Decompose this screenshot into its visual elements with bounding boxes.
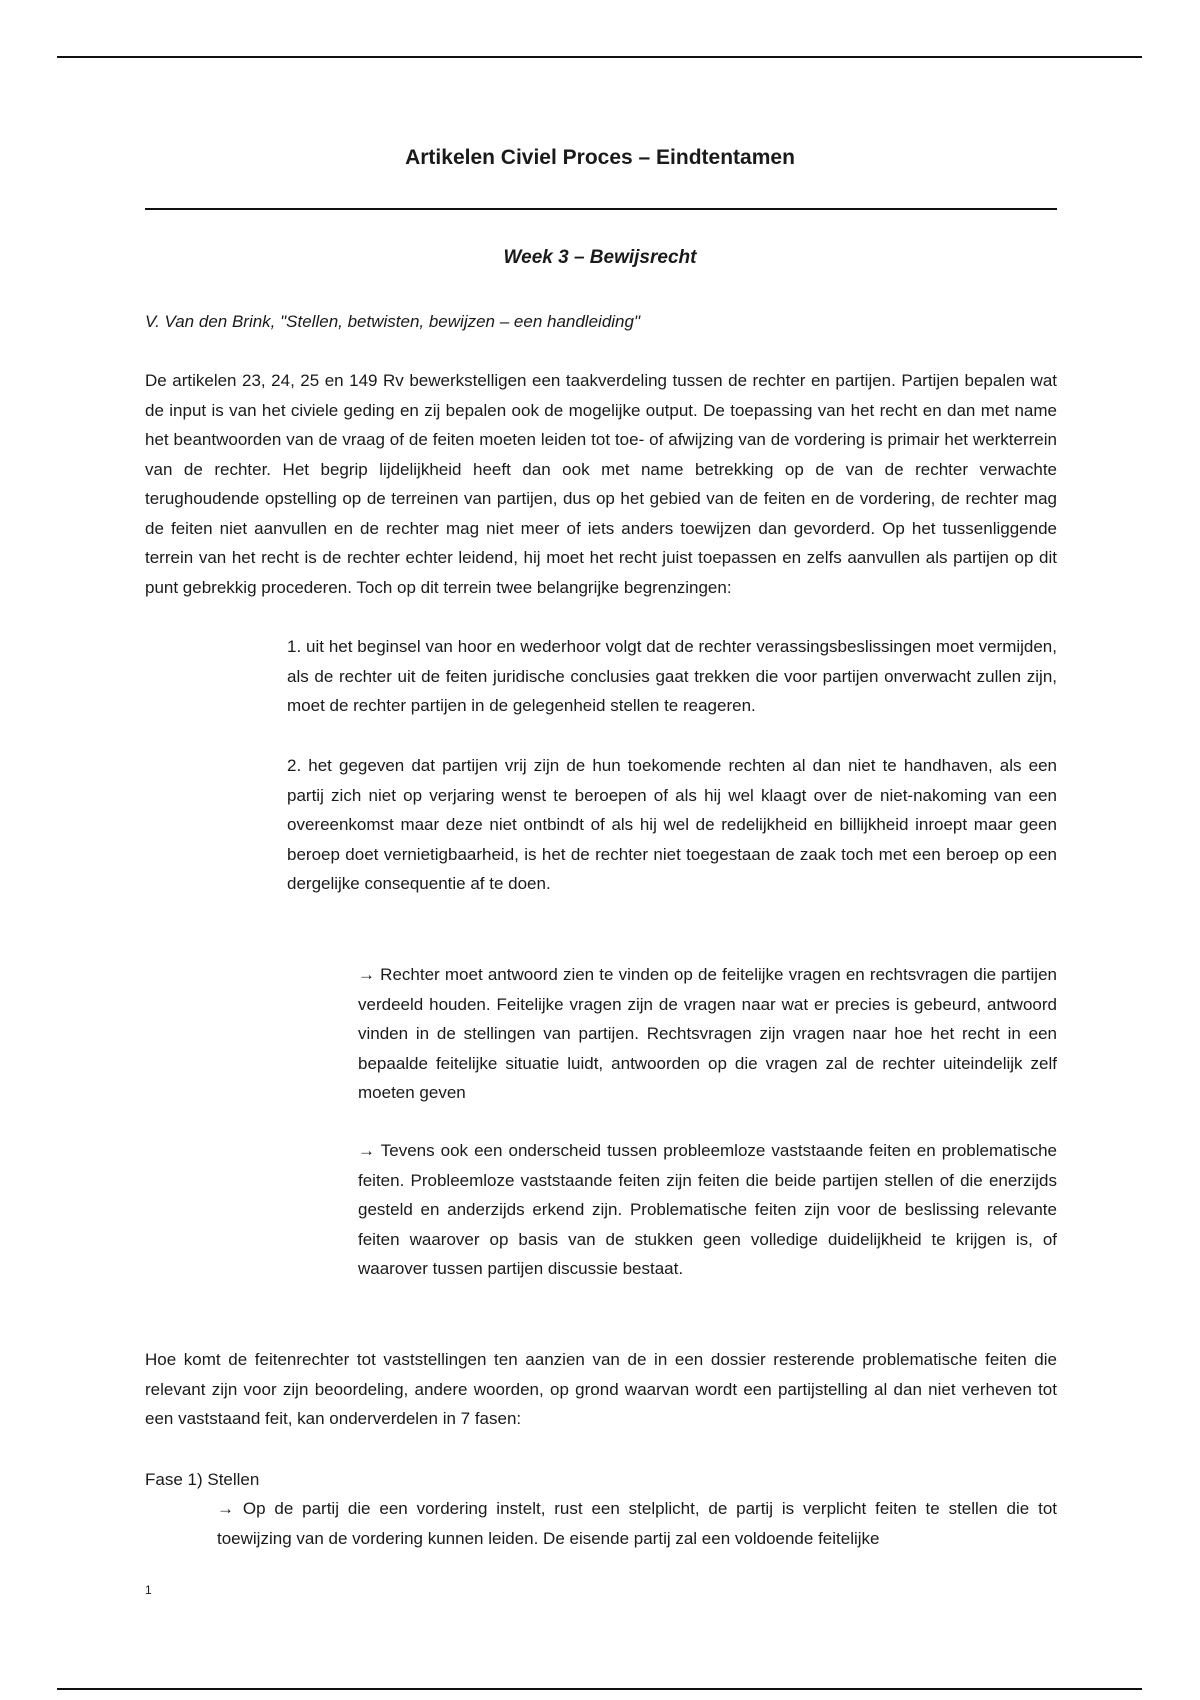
list-item: 2. het gegeven dat partijen vrij zijn de hun toekomende rechten al dan niet te handhaven, als een partij zich niet op verjaring wenst te beroepen of als hij wel klaagt over de niet-nakoming van een overeenkomst maar deze niet ontbindt of als hij wel de redelijkheid en billijkheid inroept maar geen beroep doet vernietigbaarheid, is het de rechter niet toegestaan de zaak toch met een beroep op een dergelijke consequentie af te doen. xyxy=(287,756,1057,893)
top-rule xyxy=(57,56,1142,58)
bottom-rule xyxy=(57,1688,1142,1690)
source-citation: V. Van den Brink, "Stellen, betwisten, bewijzen – een handleiding" xyxy=(145,312,640,331)
list-item: 1. uit het beginsel van hoor en wederhoor volgt dat de rechter verassingsbeslissingen moet vermijden, als de rechter uit de feiten juridische conclusies gaat trekken die voor partijen onverwacht zullen zijn, moet de rechter partijen in de gelegenheid stellen te reageren. xyxy=(287,637,1057,715)
arrow-note: → Tevens ook een onderscheid tussen probleemloze vaststaande feiten en problematische feiten. Probleemloze vaststaande feiten zijn feiten die beide partijen stellen of die enerzijds gesteld en anderzijds erkend zijn. Problematische feiten zijn voor de beslissing relevante feiten waarover op basis van de stukken geen volledige duidelijkheid te krijgen is, of waarover tussen partijen discussie bestaat. xyxy=(358,1141,1057,1278)
title-underline xyxy=(145,208,1057,210)
arrow-note: → Rechter moet antwoord zien te vinden op de feitelijke vragen en rechtsvragen die partijen verdeeld houden. Feitelijke vragen zijn de vragen naar wat er precies is gebeurd, antwoord vinden in de stellingen van partijen. Rechtsvragen zijn vragen naar hoe het recht in een bepaalde feitelijke situatie luidt, antwoorden op die vragen zal de rechter uiteindelijk zelf moeten geven xyxy=(358,965,1057,1102)
document-title: Artikelen Civiel Proces – Eindtentamen xyxy=(405,146,795,169)
phase-heading: Fase 1) Stellen xyxy=(145,1470,260,1489)
intro-paragraph: De artikelen 23, 24, 25 en 149 Rv bewerkstelligen een taakverdeling tussen de rechter en partijen. Partijen bepalen wat de input is van het civiele geding en zij bepalen ook de mogelijke output. De toepassing van het recht en dan met name het beantwoorden van de vraag of de feiten moeten leiden tot toe- of afwijzing van de vordering is primair het werkterrein van de rechter. Het begrip lijdelijkheid heeft dan ook met name betrekking op de van de rechter verwachte terughoudende opstelling op de terreinen van partijen, dus op het gebied van de feiten en de vordering, de rechter mag de feiten niet aanvullen en de rechter mag niet meer of iets anders toewijzen dan gevorderd. Op het tussenliggende terrein van het recht is de rechter echter leidend, hij moet het recht juist toepassen en zelfs aanvullen als partijen op dit punt gebrekkig procederen. Toch op dit terrein twee belangrijke begrenzingen: xyxy=(145,371,1057,597)
week-heading: Week 3 – Bewijsrecht xyxy=(503,247,697,268)
phase-text: → Op de partij die een vordering instelt, rust een stelplicht, de partij is verplicht feiten te stellen die tot toewijzing van de vordering kunnen leiden. De eisende partij zal een voldoende feitelijke xyxy=(217,1499,1057,1548)
phases-intro-paragraph: Hoe komt de feitenrechter tot vaststellingen ten aanzien van de in een dossier resterende problematische feiten die relevant zijn voor zijn beoordeling, andere woorden, op grond waarvan wordt een partijstelling al dan niet verheven tot een vaststaand feit, kan onderverdelen in 7 fasen: xyxy=(145,1350,1057,1428)
page-number: 1 xyxy=(145,1583,152,1597)
